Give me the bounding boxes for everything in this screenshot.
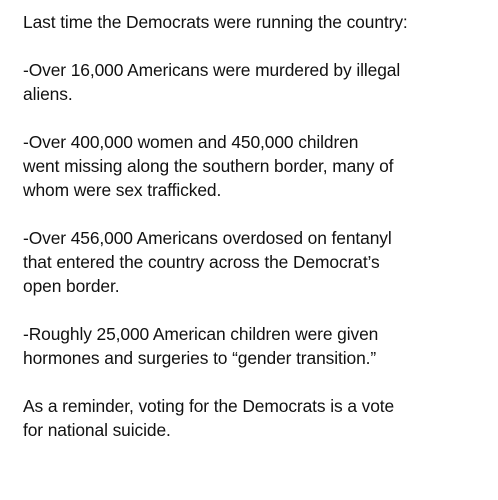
text-line: whom were sex trafficked. (23, 180, 222, 200)
claim-paragraph-children (23, 322, 483, 370)
text-line: Last time the Democrats were running the country: (23, 12, 408, 32)
text-line: for national suicide. (23, 420, 171, 440)
intro-paragraph (23, 10, 483, 34)
text-line: -Over 400,000 women and 450,000 children (23, 132, 359, 152)
text-line: hormones and surgeries to “gender transition.” (23, 348, 377, 368)
text-line: As a reminder, voting for the Democrats is a vote (23, 396, 395, 416)
claim-paragraph-fentanyl (23, 226, 483, 298)
text-line: aliens. (23, 84, 73, 104)
text-line: -Over 16,000 Americans were murdered by illegal (23, 60, 401, 80)
text-line: -Roughly 25,000 American children were given (23, 324, 379, 344)
text-line: that entered the country across the Democrat’s (23, 252, 380, 272)
closing-paragraph (23, 394, 483, 442)
text-line: -Over 456,000 Americans overdosed on fentanyl (23, 228, 392, 248)
text-line: went missing along the southern border, many of (23, 156, 394, 176)
post-text (23, 10, 483, 442)
claim-paragraph-murders (23, 58, 483, 106)
claim-paragraph-missing (23, 130, 483, 202)
text-line: open border. (23, 276, 120, 296)
